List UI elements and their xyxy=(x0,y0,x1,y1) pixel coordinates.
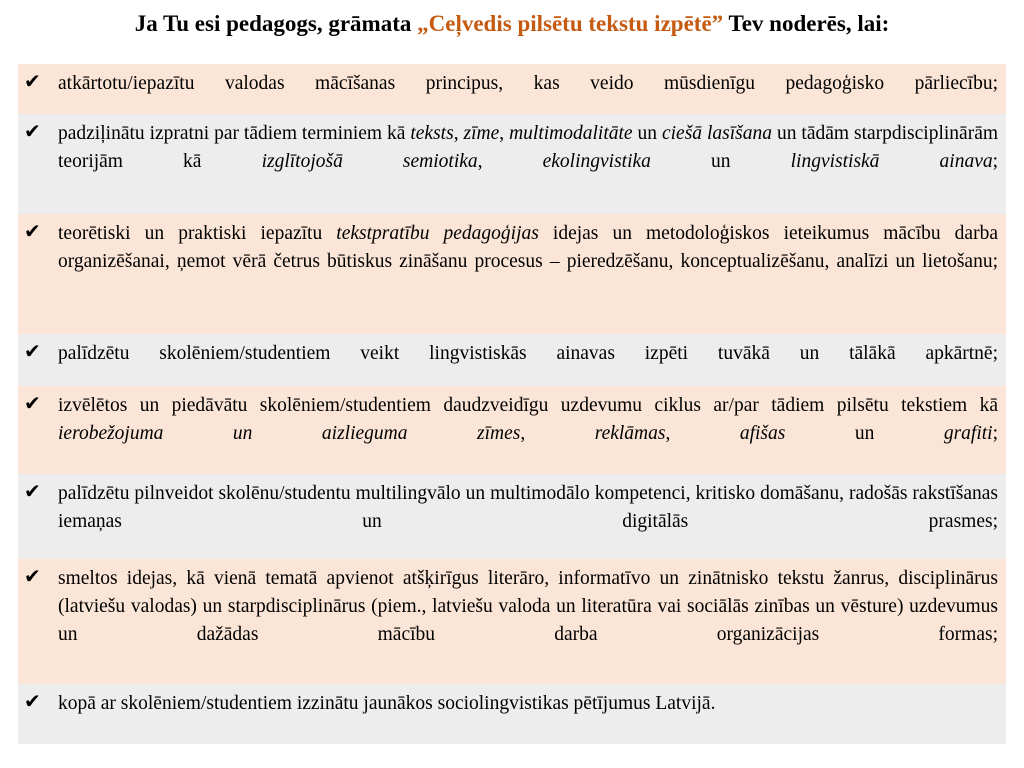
check-mark-icon: ✔ xyxy=(24,391,41,415)
benefits-list xyxy=(18,64,1006,744)
heading-outro: Tev noderēs, lai: xyxy=(723,11,890,36)
list-item-text: izvēlētos un piedāvātu skolēniem/studentiem daudzveidīgu uzdevumu ciklus ar/par tādiem pilsētu tekstiem kā ierobežojuma un aizlieguma zīmes, reklāmas, afišas un grafiti; xyxy=(58,395,999,444)
list-item xyxy=(18,64,1006,114)
check-mark-icon: ✔ xyxy=(24,339,41,363)
list-item-text: smeltos idejas, kā vienā tematā apvienot atšķirīgus literāro, informatīvo un zinātnisko tekstu žanrus, disciplinārus (latviešu valodas) un starpdisciplinārus (piem., latviešu valoda un literatūra vai sociālās zinības un vēsture) uzdevumus un dažādas mācību darba organizācijas formas; xyxy=(58,568,998,645)
list-item xyxy=(18,386,1006,474)
check-mark-icon: ✔ xyxy=(24,219,41,243)
list-item-text: atkārtotu/iepazītu valodas mācīšanas principus, kas veido mūsdienīgu pedagoģisko pārliecību; xyxy=(58,73,998,94)
list-item-text: kopā ar skolēniem/studentiem izzinātu jaunākos sociolingvistikas pētījumus Latvijā. xyxy=(58,693,716,714)
list-item-text: palīdzētu pilnveidot skolēnu/studentu multilingvālo un multimodālo kompetenci, kritisko domāšanu, radošās rakstīšanas iemaņas un digitālās prasmes; xyxy=(58,483,998,532)
check-mark-icon: ✔ xyxy=(24,69,41,93)
check-mark-icon: ✔ xyxy=(24,119,41,143)
list-item-text: padziļinātu izpratni par tādiem terminiem kā teksts, zīme, multimodalitāte un ciešā lasīšana un tādām starpdisciplinārām teorijām kā izglītojošā semiotika, ekolingvistika un lingvistiskā ainava; xyxy=(58,123,999,172)
list-item-text: teorētiski un praktiski iepazītu tekstpratību pedagoģijas idejas un metodoloģiskos ieteikumus mācību darba organizēšanai, ņemot vērā četrus būtiskus zināšanu procesus – pieredzēšanu, konceptualizēšanu, analīzi un lietošanu; xyxy=(58,223,998,272)
check-mark-icon: ✔ xyxy=(24,479,41,503)
list-item xyxy=(18,334,1006,386)
heading-intro: Ja Tu esi pedagogs, grāmata xyxy=(134,11,418,36)
page-heading xyxy=(0,8,1024,40)
list-item-text: palīdzētu skolēniem/studentiem veikt lingvistiskās ainavas izpēti tuvākā un tālākā apkārtnē; xyxy=(58,343,998,364)
book-title: „Ceļvedis pilsētu tekstu izpētē” xyxy=(417,11,724,36)
list-item xyxy=(18,559,1006,684)
check-mark-icon: ✔ xyxy=(24,564,41,588)
check-mark-icon: ✔ xyxy=(24,689,41,713)
list-item xyxy=(18,214,1006,334)
list-item xyxy=(18,684,1006,744)
list-item xyxy=(18,474,1006,559)
list-item xyxy=(18,114,1006,214)
